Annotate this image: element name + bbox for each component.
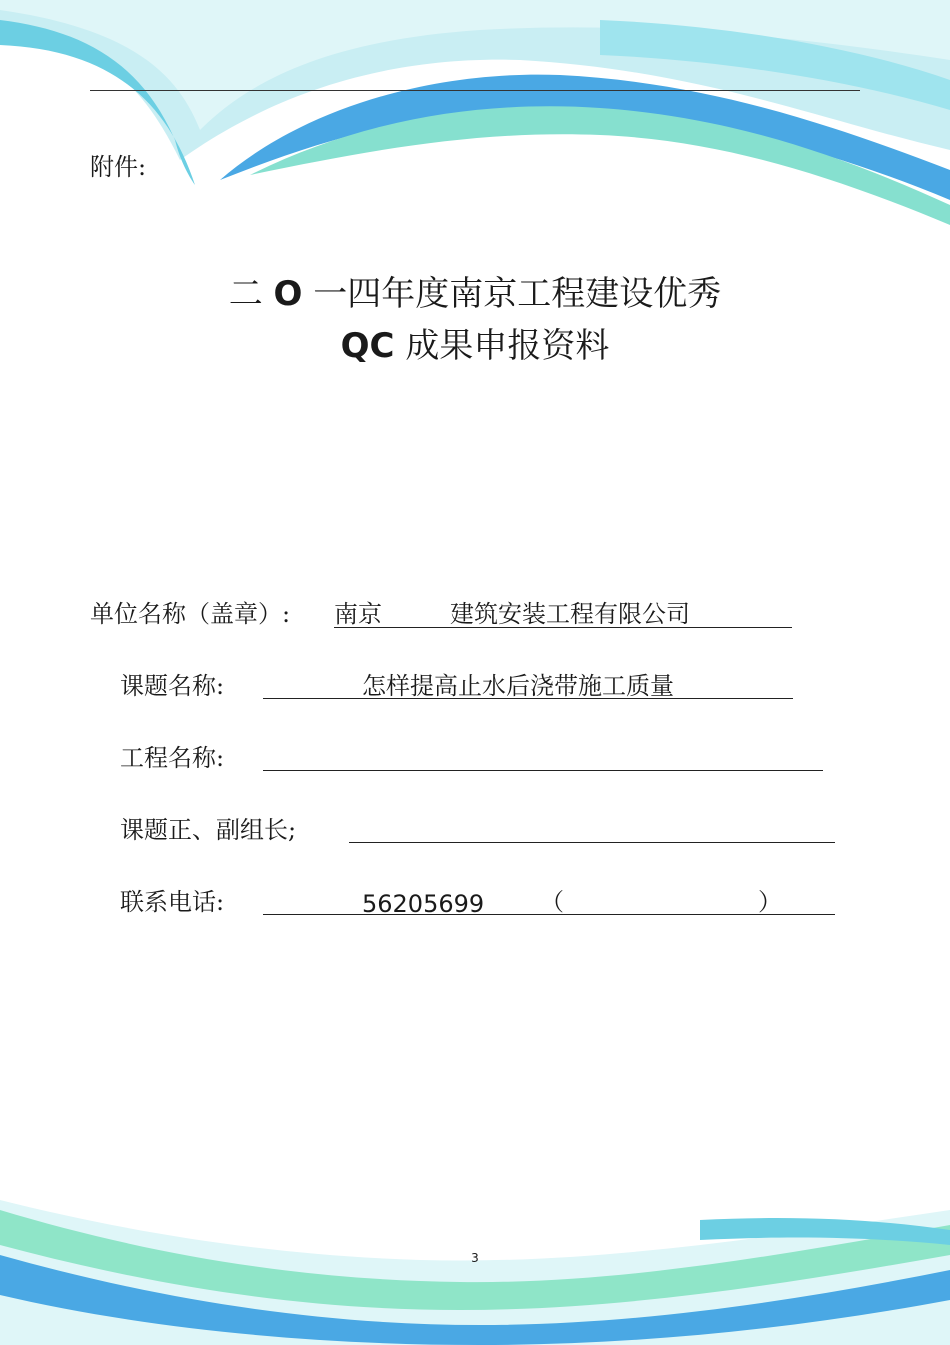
- phone-label: 联系电话:: [120, 888, 225, 916]
- topic-name-underline: [263, 698, 793, 699]
- page-number: 3: [471, 1251, 479, 1265]
- phone-underline: [263, 914, 835, 915]
- title-qc: QC: [340, 326, 395, 366]
- header-rule: [90, 90, 860, 91]
- phone-value: 56205699: [362, 890, 485, 918]
- unit-name-label: 单位名称（盖章）:: [90, 600, 291, 628]
- title-year-o: O: [273, 274, 303, 314]
- title-year-rest: 一四年度南京工程建设优秀: [313, 274, 722, 314]
- title-year-prefix: 二: [228, 274, 263, 314]
- top-wave-decoration: [0, 0, 950, 240]
- unit-name-value-city: 南京: [334, 600, 382, 628]
- unit-name-value-company: 建筑安装工程有限公司: [450, 600, 690, 628]
- document-title-line-1: [0, 272, 950, 316]
- topic-name-value: 怎样提高止水后浇带施工质量: [362, 672, 674, 700]
- attachment-label: 附件:: [90, 153, 147, 181]
- project-name-underline: [263, 770, 823, 771]
- phone-paren-close: ）: [758, 888, 782, 916]
- title-subject: 成果申报资料: [405, 326, 610, 366]
- group-leader-label: 课题正、副组长;: [120, 816, 297, 844]
- project-name-label: 工程名称:: [120, 744, 225, 772]
- topic-name-label: 课题名称:: [120, 672, 225, 700]
- phone-paren-open: （: [540, 888, 564, 916]
- group-leader-underline: [349, 842, 835, 843]
- unit-name-underline: [334, 627, 792, 628]
- document-title-line-2: [0, 324, 950, 368]
